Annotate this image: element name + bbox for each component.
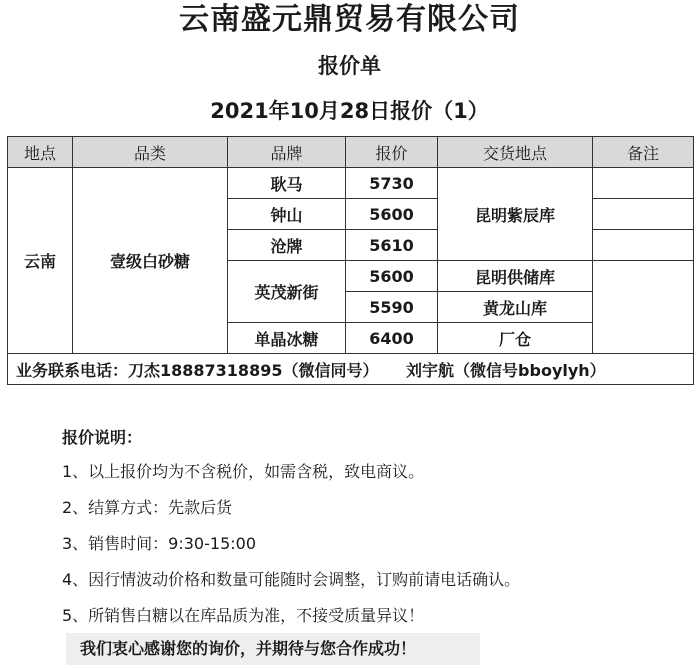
brand-cell: 耿马: [228, 168, 346, 199]
price-cell: 5600: [346, 261, 438, 292]
contact-secondary: 刘宇航（微信号bboylyh）: [406, 360, 606, 380]
table-row: [8, 168, 694, 199]
location-cell: 云南: [8, 168, 73, 354]
note-item: 5、所销售白糖以在库品质为准，不接受质量异议！: [62, 606, 425, 625]
category-cell: 壹级白砂糖: [73, 168, 228, 354]
company-name: 云南盛元鼎贸易有限公司: [179, 2, 520, 37]
delivery-cell: 昆明供储库: [438, 261, 593, 292]
header-location: 地点: [8, 137, 73, 168]
brand-cell: 沧牌: [228, 230, 346, 261]
quote-table: [7, 136, 694, 385]
header-delivery: 交货地点: [438, 137, 593, 168]
note-item: 3、销售时间：9:30-15:00: [62, 534, 256, 553]
delivery-cell: 黄龙山库: [438, 292, 593, 323]
price-cell: 6400: [346, 323, 438, 354]
notes-title: 报价说明：: [62, 428, 143, 447]
header-brand: 品牌: [228, 137, 346, 168]
delivery-cell: 厂仓: [438, 323, 593, 354]
remarks-cell: [593, 230, 694, 261]
remarks-cell: [593, 199, 694, 230]
contact-cell: [8, 354, 694, 385]
table-header-row: [8, 137, 694, 168]
price-cell: 5600: [346, 199, 438, 230]
contact-row: [8, 354, 694, 385]
price-cell: 5730: [346, 168, 438, 199]
header-remarks: 备注: [593, 137, 694, 168]
quote-date: 2021年10月28日报价（1）: [210, 99, 489, 123]
note-item: 1、以上报价均为不含税价，如需含税，致电商议。: [62, 462, 425, 481]
brand-cell: 钟山: [228, 199, 346, 230]
remarks-cell: [593, 261, 694, 354]
remarks-cell: [593, 168, 694, 199]
header-price: 报价: [346, 137, 438, 168]
header-category: 品类: [73, 137, 228, 168]
note-item: 2、结算方式：先款后货: [62, 498, 233, 517]
thanks-banner: 我们衷心感谢您的询价，并期待与您合作成功！: [66, 633, 480, 665]
quote-notes: [62, 428, 520, 642]
contact-primary: 业务联系电话：刀杰18887318895（微信同号）: [16, 360, 379, 380]
delivery-cell: 昆明紫辰库: [438, 168, 593, 261]
brand-cell: 英茂新街: [228, 261, 346, 323]
price-cell: 5590: [346, 292, 438, 323]
document-title: 报价单: [318, 54, 381, 78]
note-item: 4、因行情波动价格和数量可能随时会调整，订购前请电话确认。: [62, 570, 521, 589]
price-cell: 5610: [346, 230, 438, 261]
brand-cell: 单晶冰糖: [228, 323, 346, 354]
